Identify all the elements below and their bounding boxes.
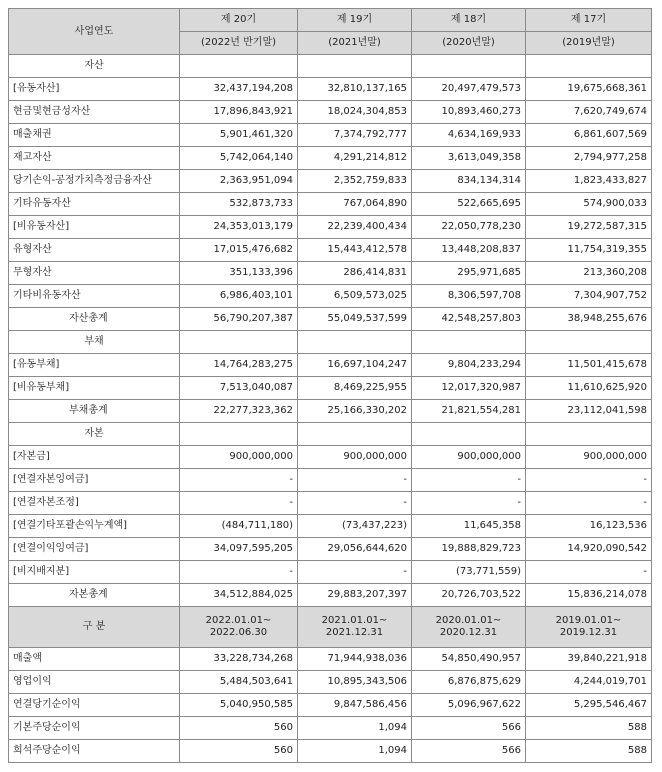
- value-cell: 20,726,703,522: [412, 584, 526, 607]
- value-cell: [412, 55, 526, 78]
- value-cell: 2,352,759,833: [298, 170, 412, 193]
- value-cell: 55,049,537,599: [298, 308, 412, 331]
- value-cell: 5,096,967,622: [412, 694, 526, 717]
- table-row: [9, 285, 652, 308]
- row-label: [유동자산]: [9, 78, 180, 101]
- value-cell: 566: [412, 717, 526, 740]
- value-cell: 15,836,214,078: [526, 584, 652, 607]
- income-header-period: [298, 607, 412, 648]
- table-row: [9, 124, 652, 147]
- value-cell: 23,112,041,598: [526, 400, 652, 423]
- value-cell: 6,509,573,025: [298, 285, 412, 308]
- table-row: [9, 216, 652, 239]
- income-period-start: 2020.01.01~: [435, 615, 502, 626]
- value-cell: 24,353,013,179: [180, 216, 298, 239]
- value-cell: 1,094: [298, 717, 412, 740]
- value-cell: 25,166,330,202: [298, 400, 412, 423]
- value-cell: 32,437,194,208: [180, 78, 298, 101]
- row-label: 부채: [9, 331, 180, 354]
- value-cell: 14,764,283,275: [180, 354, 298, 377]
- value-cell: [180, 55, 298, 78]
- value-cell: -: [412, 492, 526, 515]
- header-period-name: 제 18기: [412, 9, 526, 32]
- income-period-end: 2022.06.30: [209, 627, 268, 638]
- value-cell: 5,901,461,320: [180, 124, 298, 147]
- value-cell: 19,888,829,723: [412, 538, 526, 561]
- value-cell: 213,360,208: [526, 262, 652, 285]
- value-cell: 17,015,476,682: [180, 239, 298, 262]
- value-cell: -: [298, 492, 412, 515]
- value-cell: (73,437,223): [298, 515, 412, 538]
- value-cell: 29,883,207,397: [298, 584, 412, 607]
- value-cell: 6,876,875,629: [412, 671, 526, 694]
- value-cell: 5,295,546,467: [526, 694, 652, 717]
- income-header-period: [412, 607, 526, 648]
- income-period-start: 2019.01.01~: [555, 615, 622, 626]
- table-row: [9, 423, 652, 446]
- value-cell: 16,123,536: [526, 515, 652, 538]
- income-period-end: 2021.12.31: [325, 627, 384, 638]
- value-cell: 566: [412, 740, 526, 763]
- value-cell: 11,645,358: [412, 515, 526, 538]
- row-label: 부채총계: [9, 400, 180, 423]
- value-cell: 56,790,207,387: [180, 308, 298, 331]
- value-cell: 6,861,607,569: [526, 124, 652, 147]
- row-label: 희석주당순이익: [9, 740, 180, 763]
- value-cell: 22,239,400,434: [298, 216, 412, 239]
- financial-summary-table: [8, 8, 652, 763]
- income-statement-body: [9, 648, 652, 763]
- table-row: [9, 101, 652, 124]
- row-label: 자산총계: [9, 308, 180, 331]
- value-cell: 574,900,033: [526, 193, 652, 216]
- header-row-period-names: [9, 9, 652, 32]
- value-cell: 351,133,396: [180, 262, 298, 285]
- value-cell: 16,697,104,247: [298, 354, 412, 377]
- value-cell: -: [526, 492, 652, 515]
- table-row: [9, 377, 652, 400]
- value-cell: 5,742,064,140: [180, 147, 298, 170]
- value-cell: 12,017,320,987: [412, 377, 526, 400]
- value-cell: 19,272,587,315: [526, 216, 652, 239]
- row-label: [연결기타포괄손익누계액]: [9, 515, 180, 538]
- value-cell: 54,850,490,957: [412, 648, 526, 671]
- row-label: 현금및현금성자산: [9, 101, 180, 124]
- value-cell: 522,665,695: [412, 193, 526, 216]
- value-cell: 10,893,460,273: [412, 101, 526, 124]
- value-cell: 900,000,000: [180, 446, 298, 469]
- value-cell: 588: [526, 717, 652, 740]
- value-cell: -: [298, 561, 412, 584]
- row-label: 기타유동자산: [9, 193, 180, 216]
- table-row: [9, 331, 652, 354]
- value-cell: 6,986,403,101: [180, 285, 298, 308]
- value-cell: 834,134,314: [412, 170, 526, 193]
- value-cell: -: [180, 561, 298, 584]
- header-corner-label: 사업연도: [9, 9, 180, 55]
- row-label: [비지배지분]: [9, 561, 180, 584]
- value-cell: 21,821,554,281: [412, 400, 526, 423]
- row-label: [연결자본잉여금]: [9, 469, 180, 492]
- row-label: 자본총계: [9, 584, 180, 607]
- table-row: [9, 354, 652, 377]
- row-label: [연결이익잉여금]: [9, 538, 180, 561]
- value-cell: 8,306,597,708: [412, 285, 526, 308]
- table-row: [9, 262, 652, 285]
- table-row: [9, 400, 652, 423]
- table-row: [9, 308, 652, 331]
- financial-summary-wrapper: [8, 8, 652, 763]
- income-period-end: 2019.12.31: [559, 627, 618, 638]
- income-period-end: 2020.12.31: [439, 627, 498, 638]
- row-label: [유동부채]: [9, 354, 180, 377]
- table-row: [9, 671, 652, 694]
- income-header-row: [9, 607, 652, 648]
- row-label: 자산: [9, 55, 180, 78]
- value-cell: 3,613,049,358: [412, 147, 526, 170]
- value-cell: (484,711,180): [180, 515, 298, 538]
- value-cell: 4,291,214,812: [298, 147, 412, 170]
- value-cell: 7,513,040,087: [180, 377, 298, 400]
- value-cell: 20,497,479,573: [412, 78, 526, 101]
- header-period-name: 제 17기: [526, 9, 652, 32]
- table-row: [9, 648, 652, 671]
- table-row: [9, 740, 652, 763]
- value-cell: 5,484,503,641: [180, 671, 298, 694]
- table-row: [9, 78, 652, 101]
- table-row: [9, 193, 652, 216]
- value-cell: 560: [180, 740, 298, 763]
- income-period-start: 2021.01.01~: [321, 615, 388, 626]
- value-cell: 4,244,019,701: [526, 671, 652, 694]
- header-period-sub: (2020년말): [412, 32, 526, 55]
- value-cell: 33,228,734,268: [180, 648, 298, 671]
- value-cell: 7,374,792,777: [298, 124, 412, 147]
- value-cell: 9,847,586,456: [298, 694, 412, 717]
- table-row: [9, 446, 652, 469]
- row-label: [연결자본조정]: [9, 492, 180, 515]
- table-row: [9, 55, 652, 78]
- value-cell: -: [412, 469, 526, 492]
- value-cell: 295,971,685: [412, 262, 526, 285]
- value-cell: 18,024,304,853: [298, 101, 412, 124]
- table-row: [9, 717, 652, 740]
- income-period-start: 2022.01.01~: [205, 615, 272, 626]
- value-cell: 15,443,412,578: [298, 239, 412, 262]
- row-label: 연결당기순이익: [9, 694, 180, 717]
- value-cell: 10,895,343,506: [298, 671, 412, 694]
- value-cell: 560: [180, 717, 298, 740]
- header-period-name: 제 19기: [298, 9, 412, 32]
- value-cell: 1,823,433,827: [526, 170, 652, 193]
- value-cell: 14,920,090,542: [526, 538, 652, 561]
- value-cell: -: [526, 561, 652, 584]
- value-cell: [526, 55, 652, 78]
- value-cell: 29,056,644,620: [298, 538, 412, 561]
- value-cell: [412, 423, 526, 446]
- table-row: [9, 492, 652, 515]
- value-cell: 34,512,884,025: [180, 584, 298, 607]
- value-cell: 286,414,831: [298, 262, 412, 285]
- balance-sheet-body: [9, 55, 652, 607]
- row-label: [비유동부채]: [9, 377, 180, 400]
- value-cell: 5,040,950,585: [180, 694, 298, 717]
- row-label: 유형자산: [9, 239, 180, 262]
- value-cell: 9,804,233,294: [412, 354, 526, 377]
- table-row: [9, 561, 652, 584]
- header-period-sub: (2022년 반기말): [180, 32, 298, 55]
- value-cell: 42,548,257,803: [412, 308, 526, 331]
- income-header-period: [526, 607, 652, 648]
- value-cell: (73,771,559): [412, 561, 526, 584]
- income-header-body: [9, 607, 652, 648]
- value-cell: 17,896,843,921: [180, 101, 298, 124]
- row-label: 무형자산: [9, 262, 180, 285]
- value-cell: 900,000,000: [412, 446, 526, 469]
- row-label: 영업이익: [9, 671, 180, 694]
- value-cell: 532,873,733: [180, 193, 298, 216]
- value-cell: 11,501,415,678: [526, 354, 652, 377]
- table-row: [9, 147, 652, 170]
- value-cell: 1,094: [298, 740, 412, 763]
- header-period-sub: (2021년말): [298, 32, 412, 55]
- row-label: 자본: [9, 423, 180, 446]
- row-label: 재고자산: [9, 147, 180, 170]
- row-label: 기타비유동자산: [9, 285, 180, 308]
- value-cell: 22,277,323,362: [180, 400, 298, 423]
- value-cell: -: [180, 469, 298, 492]
- value-cell: [526, 331, 652, 354]
- value-cell: 900,000,000: [526, 446, 652, 469]
- value-cell: 7,620,749,674: [526, 101, 652, 124]
- row-label: [비유동자산]: [9, 216, 180, 239]
- value-cell: 19,675,668,361: [526, 78, 652, 101]
- value-cell: -: [298, 469, 412, 492]
- value-cell: [526, 423, 652, 446]
- value-cell: 13,448,208,837: [412, 239, 526, 262]
- value-cell: -: [180, 492, 298, 515]
- value-cell: [298, 331, 412, 354]
- value-cell: 11,754,319,355: [526, 239, 652, 262]
- value-cell: [180, 423, 298, 446]
- income-header-label: 구 분: [9, 607, 180, 648]
- row-label: 기본주당순이익: [9, 717, 180, 740]
- value-cell: 11,610,625,920: [526, 377, 652, 400]
- value-cell: [412, 331, 526, 354]
- table-row: [9, 170, 652, 193]
- table-row: [9, 239, 652, 262]
- value-cell: 4,634,169,933: [412, 124, 526, 147]
- value-cell: [298, 55, 412, 78]
- row-label: [자본금]: [9, 446, 180, 469]
- value-cell: 39,840,221,918: [526, 648, 652, 671]
- value-cell: 588: [526, 740, 652, 763]
- table-row: [9, 584, 652, 607]
- row-label: 매출액: [9, 648, 180, 671]
- row-label: 매출채권: [9, 124, 180, 147]
- header-period-name: 제 20기: [180, 9, 298, 32]
- value-cell: 32,810,137,165: [298, 78, 412, 101]
- value-cell: 2,794,977,258: [526, 147, 652, 170]
- value-cell: [180, 331, 298, 354]
- value-cell: 34,097,595,205: [180, 538, 298, 561]
- row-label: 당기손익-공정가치측정금융자산: [9, 170, 180, 193]
- table-row: [9, 694, 652, 717]
- value-cell: 38,948,255,676: [526, 308, 652, 331]
- income-header-period: [180, 607, 298, 648]
- table-row: [9, 538, 652, 561]
- value-cell: 767,064,890: [298, 193, 412, 216]
- table-row: [9, 515, 652, 538]
- value-cell: [298, 423, 412, 446]
- header-period-sub: (2019년말): [526, 32, 652, 55]
- value-cell: -: [526, 469, 652, 492]
- value-cell: 71,944,938,036: [298, 648, 412, 671]
- value-cell: 22,050,778,230: [412, 216, 526, 239]
- value-cell: 8,469,225,955: [298, 377, 412, 400]
- value-cell: 2,363,951,094: [180, 170, 298, 193]
- value-cell: 900,000,000: [298, 446, 412, 469]
- value-cell: 7,304,907,752: [526, 285, 652, 308]
- table-row: [9, 469, 652, 492]
